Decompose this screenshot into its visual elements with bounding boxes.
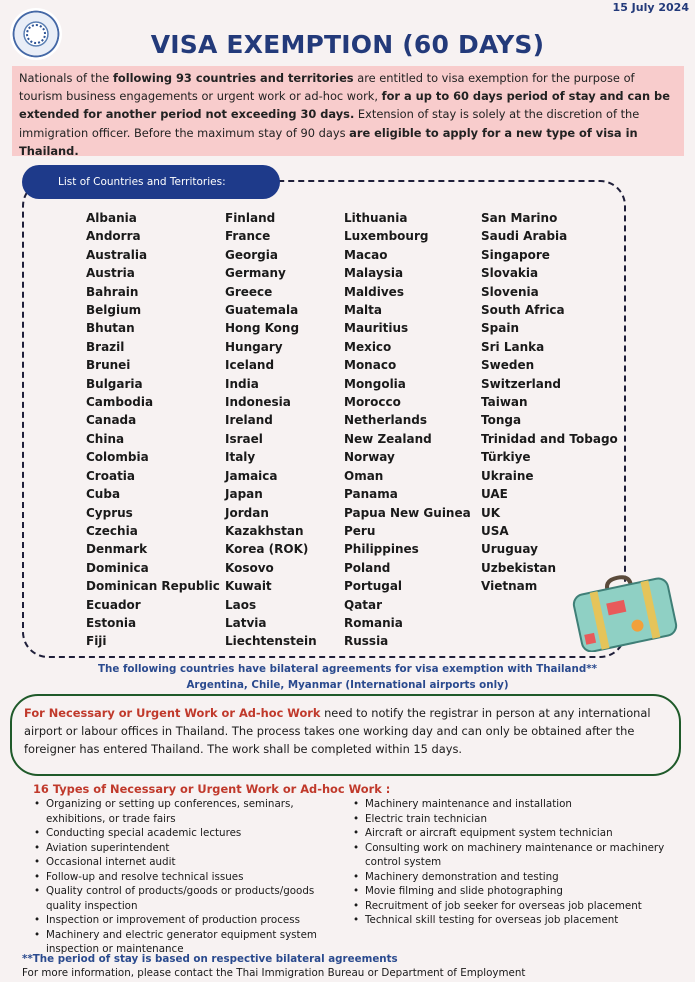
work-type-item: • Aircraft or aircraft equipment system technician — [353, 826, 678, 841]
country-item: Ukraine — [481, 468, 534, 483]
country-item: Slovakia — [481, 266, 539, 281]
country-item: Sweden — [481, 358, 535, 373]
country-item: Dominica — [86, 560, 149, 575]
country-item: Kosovo — [225, 560, 274, 575]
work-type-item: • Occasional internet audit — [34, 855, 334, 870]
work-type-item: • Follow-up and resolve technical issues — [34, 870, 334, 885]
work-type-item: • Consulting work on machinery maintenance or machinery control system — [353, 841, 678, 870]
countries-column-1 — [86, 209, 220, 651]
country-item: Netherlands — [344, 413, 428, 428]
country-item: Ecuador — [86, 597, 141, 612]
bilateral-heading: The following countries have bilateral agreements for visa exemption with Thailand** — [98, 663, 597, 675]
country-item: Panama — [344, 487, 398, 502]
country-item: Morocco — [344, 395, 401, 410]
country-item: Romania — [344, 615, 403, 630]
country-item: Greece — [225, 284, 273, 299]
country-item: UK — [481, 505, 501, 520]
country-item: Jordan — [225, 505, 269, 520]
countries-list-label: List of Countries and Territories: — [22, 165, 280, 199]
bilateral-note: **The period of stay is based on respective bilateral agreements — [22, 953, 398, 965]
contact-info: For more information, please contact the Thai Immigration Bureau or Department of Employment — [22, 967, 526, 979]
country-item: Trinidad and Tobago — [481, 431, 618, 446]
country-item: Lithuania — [344, 211, 408, 225]
country-item: Poland — [344, 560, 391, 575]
country-item: New Zealand — [344, 431, 432, 446]
country-item: Cyprus — [86, 505, 133, 520]
country-item: Macao — [344, 247, 388, 262]
country-item: Austria — [86, 266, 135, 281]
country-item: Laos — [225, 597, 257, 612]
work-type-item: • Machinery demonstration and testing — [353, 870, 678, 885]
country-item: Latvia — [225, 615, 267, 630]
document-date: 15 July 2024 — [612, 1, 689, 14]
country-item: Ireland — [225, 413, 273, 428]
country-item: Malaysia — [344, 266, 404, 281]
work-type-item: • Machinery maintenance and installation — [353, 797, 678, 812]
country-item: Italy — [225, 450, 256, 465]
country-item: Brazil — [86, 339, 125, 354]
bilateral-countries: Argentina, Chile, Myanmar (International airports only) — [186, 679, 509, 691]
country-item: Georgia — [225, 247, 278, 262]
countries-column-4 — [481, 209, 618, 596]
work-types-title: 16 Types of Necessary or Urgent Work or Ad-hoc Work : — [33, 782, 391, 796]
country-item: Malta — [344, 303, 382, 318]
country-item: China — [86, 431, 125, 446]
country-item: Korea (ROK) — [225, 542, 309, 557]
work-type-item: • Electric train technician — [353, 812, 678, 827]
country-item: Norway — [344, 450, 395, 465]
country-item: USA — [481, 523, 509, 538]
work-type-item: • Aviation superintendent — [34, 841, 334, 856]
work-type-item: • Machinery and electric generator equipment system inspection or maintenance — [34, 928, 334, 957]
work-type-item: • Recruitment of job seeker for overseas job placement — [353, 899, 678, 914]
country-item: Iceland — [225, 358, 275, 373]
country-item: Finland — [225, 211, 276, 225]
country-item: Israel — [225, 431, 263, 446]
work-type-item: • Movie filming and slide photographing — [353, 884, 678, 899]
countries-column-3 — [344, 209, 471, 651]
country-item: Monaco — [344, 358, 397, 373]
country-item: Kuwait — [225, 579, 272, 594]
work-types-left — [34, 797, 334, 957]
country-item: Saudi Arabia — [481, 229, 568, 244]
work-type-item: • Organizing or setting up conferences, seminars, exhibitions, or trade fairs — [34, 797, 334, 826]
country-item: Czechia — [86, 523, 138, 538]
country-item: Kazakhstan — [225, 523, 304, 538]
country-item: Albania — [86, 211, 137, 225]
country-item: Jamaica — [225, 468, 278, 483]
country-item: Croatia — [86, 468, 136, 483]
country-item: Taiwan — [481, 395, 528, 410]
work-type-item: • Conducting special academic lectures — [34, 826, 334, 841]
page-title: VISA EXEMPTION (60 DAYS) — [150, 30, 545, 59]
work-type-item: • Technical skill testing for overseas job placement — [353, 913, 678, 928]
country-item: Papua New Guinea — [344, 505, 471, 520]
country-item: Bhutan — [86, 321, 135, 336]
country-item: Liechtenstein — [225, 634, 317, 649]
country-item: Hong Kong — [225, 321, 300, 336]
country-item: Cambodia — [86, 395, 154, 410]
country-item: Brunei — [86, 358, 131, 373]
country-item: Estonia — [86, 615, 137, 630]
country-item: Vietnam — [481, 579, 538, 594]
suitcase-icon — [565, 570, 685, 652]
country-item: Tonga — [481, 413, 522, 428]
country-item: Slovenia — [481, 284, 539, 299]
country-item: Uruguay — [481, 542, 538, 557]
country-item: Denmark — [86, 542, 148, 557]
intro-paragraph: Nationals of the following 93 countries and territories are entitled to visa exemption for the purpose of tourism business engagements or urgent work or ad-hoc work, for a up to 60 days period of stay and can be extended for another period not exceeding 30 days. Extension of stay is solely at the discretion of the immigration officer. Before the maximum stay of 90 days are eligible to apply for a new type of visa in Thailand. — [12, 66, 684, 156]
country-item: Cuba — [86, 487, 121, 502]
country-item: UAE — [481, 487, 508, 502]
country-item: Guatemala — [225, 303, 299, 318]
country-item: Luxembourg — [344, 229, 429, 244]
country-item: Belgium — [86, 303, 142, 318]
country-item: Mexico — [344, 339, 392, 354]
country-item: Hungary — [225, 339, 283, 354]
country-item: Spain — [481, 321, 519, 336]
country-item: Maldives — [344, 284, 404, 299]
country-item: Germany — [225, 266, 286, 281]
country-item: Singapore — [481, 247, 550, 262]
work-types-right — [353, 797, 678, 928]
country-item: Fiji — [86, 634, 107, 649]
country-item: Switzerland — [481, 376, 561, 391]
country-item: South Africa — [481, 303, 565, 318]
country-item: Dominican Republic — [86, 579, 220, 594]
country-item: Indonesia — [225, 395, 291, 410]
country-item: Sri Lanka — [481, 339, 545, 354]
country-item: Russia — [344, 634, 389, 649]
urgent-work-notice: For Necessary or Urgent Work or Ad-hoc Work need to notify the registrar in person at any international airport or labour offices in Thailand. The process takes one working day and can only be obtained after the foreigner has entered Thailand. The work shall be completed within 15 days. — [10, 694, 681, 776]
country-item: Colombia — [86, 450, 149, 465]
country-item: Mauritius — [344, 321, 409, 336]
country-item: Bahrain — [86, 284, 139, 299]
country-item: Philippines — [344, 542, 419, 557]
country-item: Canada — [86, 413, 137, 428]
country-item: Andorra — [86, 229, 141, 244]
country-item: San Marino — [481, 211, 558, 225]
countries-column-2 — [225, 209, 317, 651]
country-item: Qatar — [344, 597, 383, 612]
work-type-item: • Inspection or improvement of production process — [34, 913, 334, 928]
country-item: France — [225, 229, 271, 244]
country-item: Portugal — [344, 579, 403, 594]
country-item: Australia — [86, 247, 148, 262]
country-item: Uzbekistan — [481, 560, 557, 575]
country-item: Japan — [225, 487, 263, 502]
country-item: Peru — [344, 523, 376, 538]
country-item: Bulgaria — [86, 376, 143, 391]
country-item: India — [225, 376, 259, 391]
country-item: Oman — [344, 468, 384, 483]
work-type-item: • Quality control of products/goods or products/goods quality inspection — [34, 884, 334, 913]
country-item: Türkiye — [481, 450, 531, 465]
country-item: Mongolia — [344, 376, 406, 391]
